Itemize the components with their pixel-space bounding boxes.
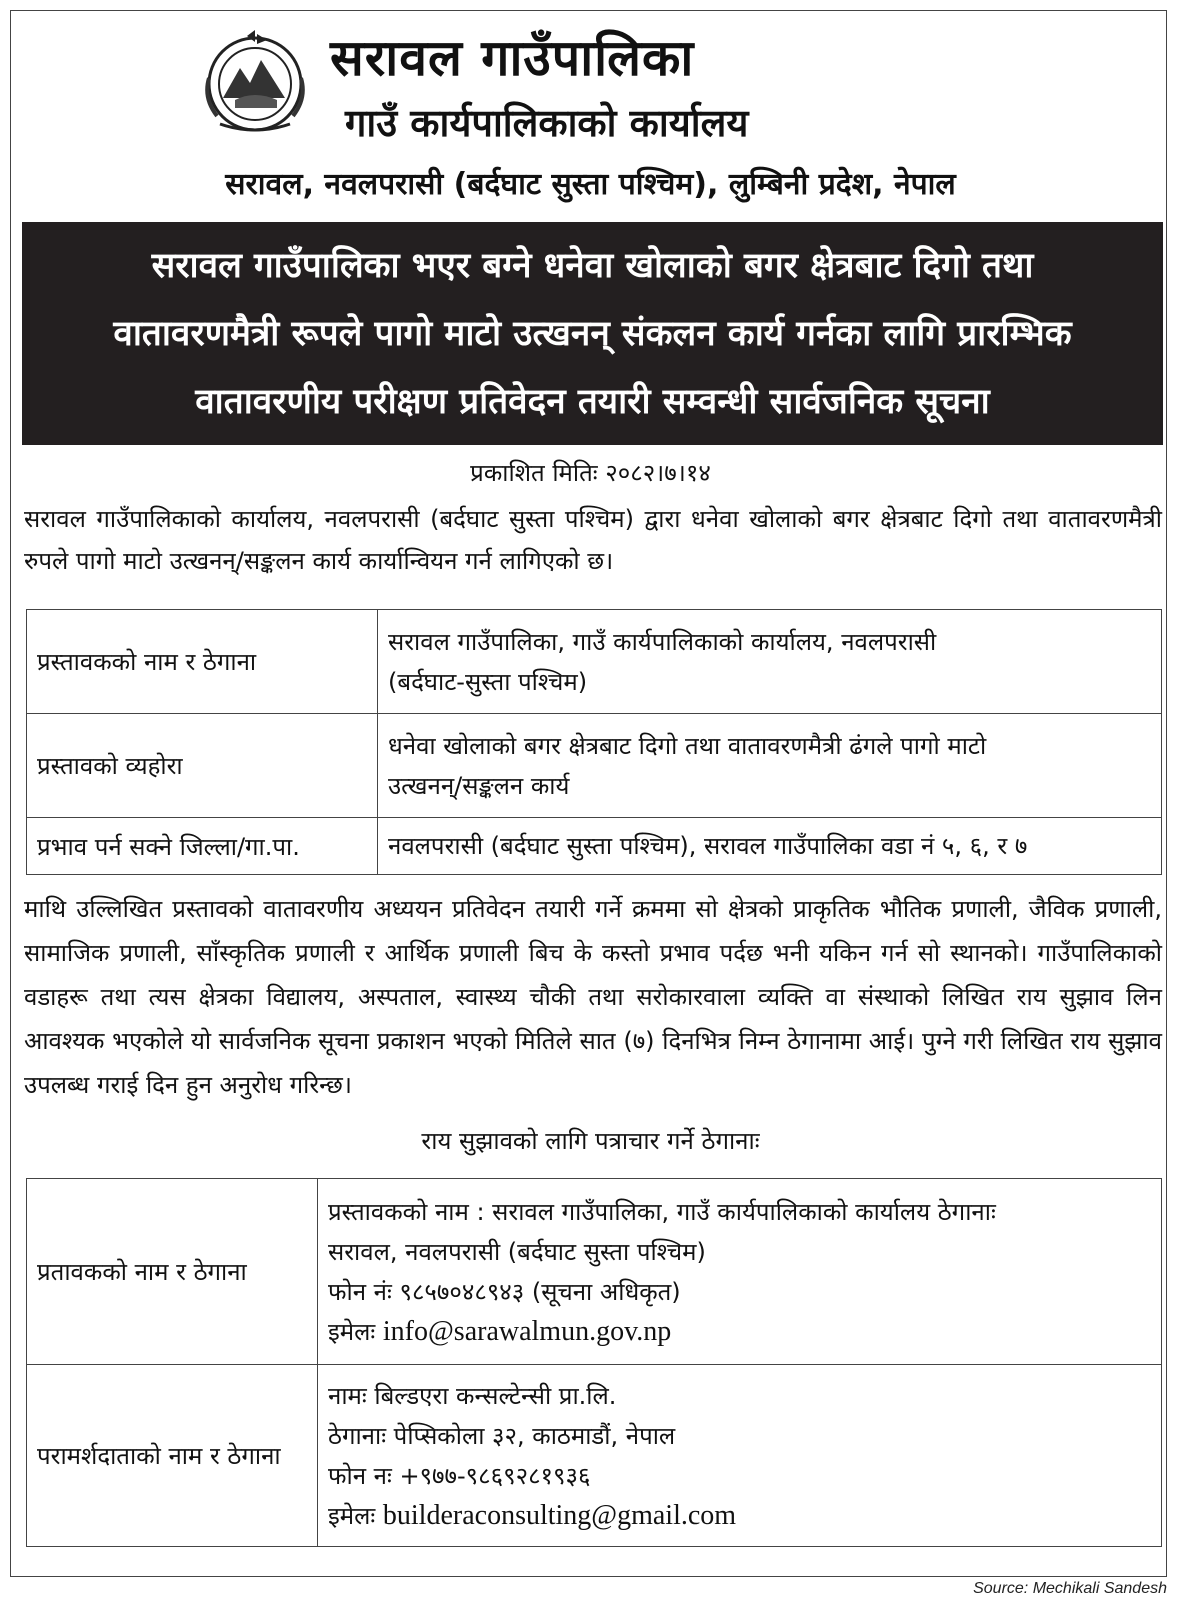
table-row (27, 1179, 1162, 1365)
table-key: प्रतावकको नाम र ठेगाना (27, 1179, 318, 1365)
email-line (328, 1312, 1151, 1352)
nepal-emblem-icon (195, 28, 315, 136)
value-line: फोन नंः ९८५७०४८९४३ (सूचना अधिकृत) (328, 1277, 681, 1306)
email-label: इमेलः (328, 1317, 376, 1346)
banner-line: सरावल गाउँपालिका भएर बग्ने धनेवा खोलाको बगर क्षेत्रबाट दिगो तथा (151, 245, 1034, 286)
table-row (27, 714, 1162, 818)
table-value (318, 1179, 1162, 1365)
table-key: प्रभाव पर्न सक्ने जिल्ला/गा.पा. (27, 818, 378, 875)
email-link[interactable]: info@sarawalmun.gov.np (382, 1315, 672, 1347)
value-line: ठेगानाः पेप्सिकोला ३२, काठमाडौं, नेपाल (328, 1421, 676, 1450)
value-line: (बर्दघाट-सुस्ता पश्चिम) (388, 667, 588, 696)
table-row (27, 610, 1162, 714)
contact-table (26, 1178, 1162, 1547)
banner-line: वातावरणमैत्री रूपले पागो माटो उत्खनन् संकलन कार्य गर्नका लागि प्रारम्भिक (113, 313, 1072, 354)
email-link[interactable]: builderaconsulting@gmail.com (382, 1499, 737, 1531)
table-value (318, 1365, 1162, 1547)
email-line (328, 1496, 1151, 1536)
intro-paragraph: सरावल गाउँपालिकाको कार्यालय, नवलपरासी (बर्दघाट सुस्ता पश्चिम) द्वारा धनेवा खोलाको बगर क्षेत्रबाट दिगो तथा वातावरणमैत्री रुपले पागो माटो उत्खनन्/सङ्कलन कार्य कार्यान्वियन गर्न लागिएको छ। (24, 505, 1162, 575)
table-row (27, 1365, 1162, 1547)
value-line: सरावल गाउँपालिका, गाउँ कार्यपालिकाको कार्यालय, नवलपरासी (388, 627, 937, 656)
table-key: प्रस्तावको व्यहोरा (27, 714, 378, 818)
banner-line: वातावरणीय परीक्षण प्रतिवेदन तयारी सम्वन्धी सार्वजनिक सूचना (195, 381, 990, 422)
value-line: धनेवा खोलाको बगर क्षेत्रबाट दिगो तथा वातावरणमैत्री ढंगले पागो माटो (388, 731, 987, 760)
office-subtitle: गाउँ कार्यपालिकाको कार्यालय (345, 101, 749, 145)
value-line: प्रस्तावकको नाम : सरावल गाउँपालिका, गाउँ कार्यपालिकाको कार्यालय ठेगानाः (328, 1197, 996, 1226)
table-row (27, 818, 1162, 875)
notice-banner (22, 222, 1163, 445)
source-credit: Source: Mechikali Sandesh (973, 1580, 1167, 1597)
page-title: सरावल गाउँपालिका (330, 29, 695, 87)
office-address: सरावल, नवलपरासी (बर्दघाट सुस्ता पश्चिम), लुम्बिनी प्रदेश, नेपाल (225, 167, 956, 202)
published-date: प्रकाशित मितिः २०८२।७।१४ (470, 459, 711, 487)
value-line: नवलपरासी (बर्दघाट सुस्ता पश्चिम), सरावल गाउँपालिका वडा नं ५, ६, र ७ (388, 832, 1028, 860)
value-line: सरावल, नवलपरासी (बर्दघाट सुस्ता पश्चिम) (328, 1237, 706, 1266)
value-line: उत्खनन्/सङ्कलन कार्य (388, 771, 570, 800)
value-line: फोन नः +९७७-९८६९२८१९३६ (328, 1461, 591, 1490)
table-value (378, 714, 1162, 818)
email-label: इमेलः (328, 1501, 376, 1530)
value-line: नामः बिल्डएरा कन्सल्टेन्सी प्रा.लि. (328, 1381, 617, 1410)
body-paragraph: माथि उल्लिखित प्रस्तावको वातावरणीय अध्ययन प्रतिवेदन तयारी गर्ने क्रममा सो क्षेत्रको प्राकृतिक भौतिक प्रणाली, जैविक प्रणाली, सामाजिक प्रणाली, साँस्कृतिक प्रणाली र आर्थिक प्रणाली बिच के कस्तो प्रभाव पर्दछ भनी यकिन गर्न सो स्थानको। गाउँपालिकाको वडाहरू तथा त्यस क्षेत्रका विद्यालय, अस्पताल, स्वास्थ्य चौकी तथा सरोकारवाला व्यक्ति वा संस्थाको लिखित राय सुझाव लिन आवश्यक भएकोले यो सार्वजनिक सूचना प्रकाशन भएको मितिले सात (७) दिनभित्र निम्न ठेगानामा आई। पुग्ने गरी लिखित राय सुझाव उपलब्ध गराई दिन हुन अनुरोध गरिन्छ। (24, 895, 1162, 1099)
table-key: परामर्शदाताको नाम र ठेगाना (27, 1365, 318, 1547)
table-value (378, 818, 1162, 875)
table-key: प्रस्तावकको नाम र ठेगाना (27, 610, 378, 714)
table-value (378, 610, 1162, 714)
correspondence-heading: राय सुझावको लागि पत्राचार गर्ने ठेगानाः (421, 1127, 760, 1155)
proposal-table (26, 609, 1162, 875)
